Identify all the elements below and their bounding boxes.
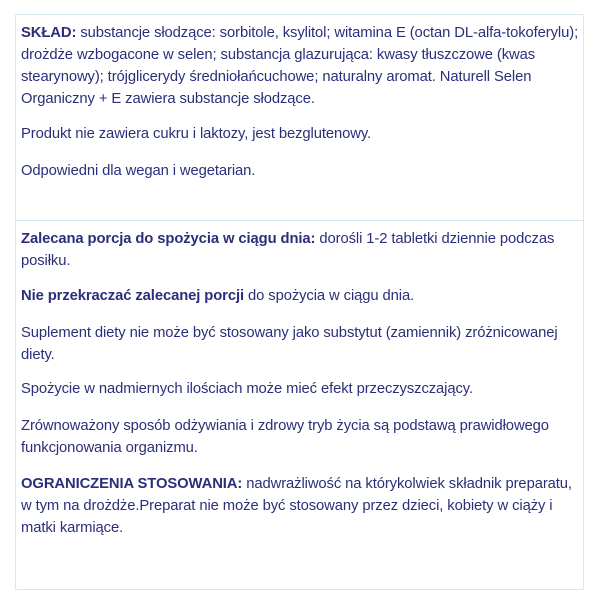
sugar-free-statement: Produkt nie zawiera cukru i laktozy, jest bezglutenowy. — [21, 126, 372, 142]
dosage-paragraph — [21, 228, 584, 272]
supplement-note: Suplement diety nie może być stosowany jako substytut (zamiennik) zróżnicowanej diety. — [21, 325, 558, 363]
composition-text: substancje słodzące: sorbitole, ksylitol; witamina E (octan DL-alfa-tokoferylu); drożdże wzbogacone w selen; substancja glazurująca: kwasy tłuszczowe (kwas stearynowy); trójglicerydy średniołańcuchowe; naturalny aromat. Naturell Selen Organiczny + E zawiera substancje słodzące. — [21, 25, 579, 107]
composition-section — [21, 22, 584, 182]
vegan-statement: Odpowiedni dla wegan i wegetarian. — [21, 163, 256, 179]
restrictions-text: nadwrażliwość na którykolwiek składnik preparatu, w tym na drożdże.Preparat nie może być stosowany przez dzieci, kobiety w ciąży i matki karmiące. — [21, 476, 572, 536]
composition-heading: SKŁAD: — [21, 25, 77, 41]
section-divider — [16, 220, 583, 221]
do-not-exceed-text: do spożycia w ciągu dnia. — [248, 288, 415, 304]
composition-paragraph — [21, 22, 584, 110]
laxative-warning: Spożycie w nadmiernych ilościach może mieć efekt przeczyszczający. — [21, 381, 473, 397]
do-not-exceed-heading: Nie przekraczać zalecanej porcji — [21, 288, 244, 304]
lifestyle-note: Zrównoważony sposób odżywiania i zdrowy tryb życia są podstawą prawidłowego funkcjonowania organizmu. — [21, 418, 549, 456]
dosage-heading: Zalecana porcja do spożycia w ciągu dnia: — [21, 231, 316, 247]
usage-section — [21, 228, 584, 539]
restrictions-heading: OGRANICZENIA STOSOWANIA: — [21, 476, 243, 492]
restrictions-paragraph — [21, 473, 584, 539]
dosage-text: dorośli 1-2 tabletki dziennie podczas posiłku. — [21, 231, 555, 269]
do-not-exceed-paragraph — [21, 285, 584, 307]
